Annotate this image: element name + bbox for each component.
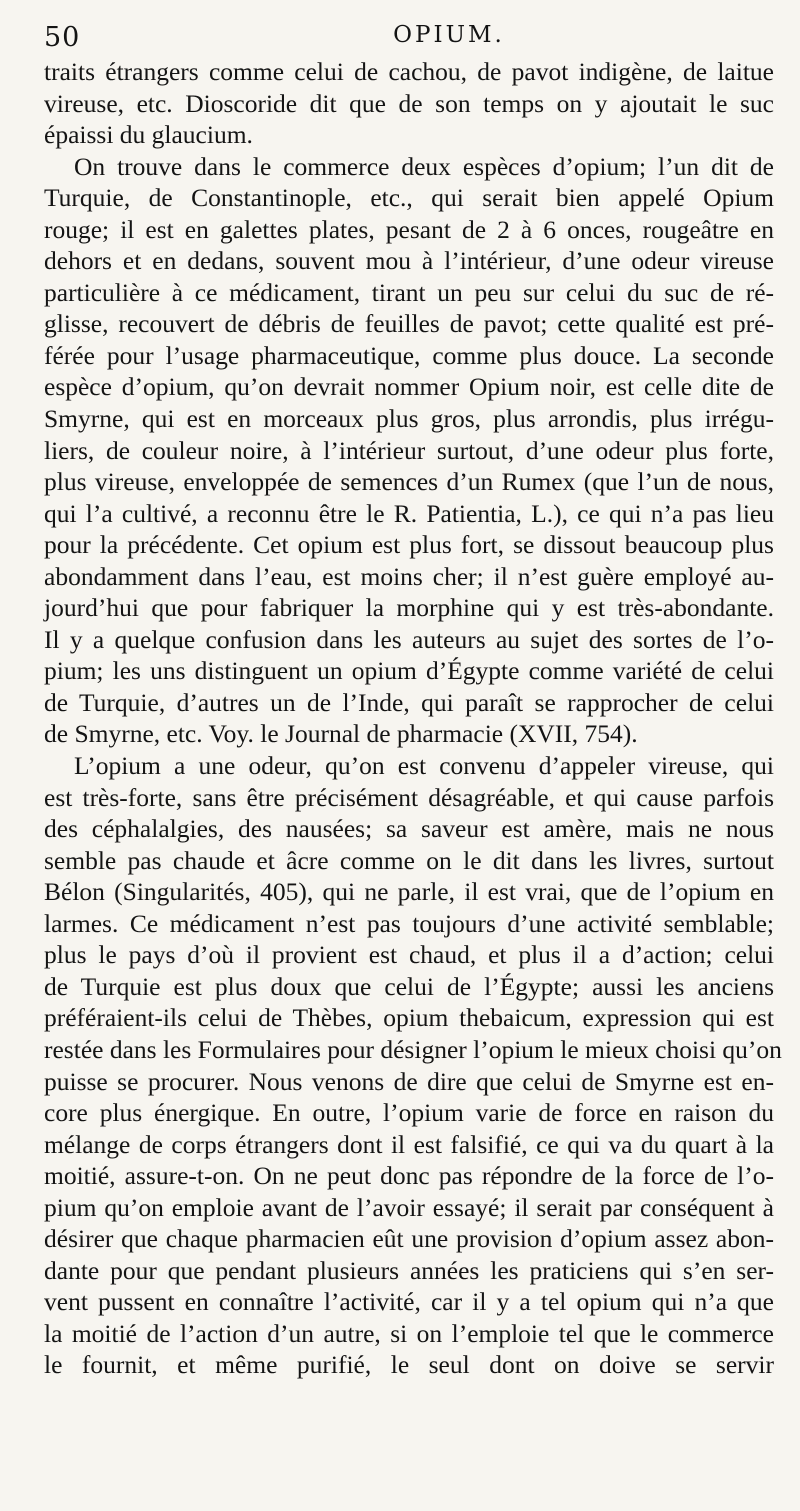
text-line: On trouve dans le commerce deux espèces d’opium; l’un dit de — [74, 151, 774, 181]
text-line: pium qu’on emploie avant de l’avoir essayé; il serait par conséquent à — [44, 1192, 774, 1222]
text-line: pium; les uns distinguent un opium d’Égypte comme variété de celui — [44, 656, 774, 686]
text-line: restée dans les Formulaires pour désigner l’opium le mieux choisi qu’on — [44, 1034, 782, 1064]
text-line: core plus énergique. En outre, l’opium varie de force en raison du — [44, 1098, 774, 1128]
text-line: liers, de couleur noire, à l’intérieur surtout, d’une odeur plus forte, — [44, 435, 774, 465]
text-line: rouge; il est en galettes plates, pesant de 2 à 6 onces, rougeâtre en — [44, 214, 774, 244]
text-line: qui l’a cultivé, a reconnu être le R. Patientia, L.), ce qui n’a pas lieu — [44, 498, 774, 528]
text-line: pour la précédente. Cet opium est plus fort, se dissout beaucoup plus — [44, 530, 774, 560]
page-header — [44, 0, 774, 56]
blank-page-bottom — [60, 1330, 740, 1450]
text-line: Smyrne, qui est en morceaux plus gros, plus arrondis, plus irrégu- — [44, 404, 774, 434]
text-line: de Smyrne, etc. Voy. le Journal de pharmacie (XVII, 754). — [44, 719, 638, 749]
text-line: désirer que chaque pharmacien eût une provision d’opium assez abon- — [44, 1224, 774, 1254]
text-line: dante pour que pendant plusieurs années les praticiens qui s’en ser- — [44, 1255, 774, 1285]
text-line: espèce d’opium, qu’on devrait nommer Opium noir, est celle dite de — [44, 372, 774, 402]
paragraph-2 — [44, 151, 774, 750]
text-line: traits étrangers comme celui de cachou, de pavot indigène, de laitue — [44, 57, 774, 86]
text-line: le fournit, et même purifié, le seul dont on doive se servir — [44, 1350, 774, 1380]
text-line: de Turquie, d’autres un de l’Inde, qui paraît se rapprocher de celui — [44, 687, 774, 717]
text-line: de Turquie est plus doux que celui de l’Égypte; aussi les anciens — [44, 971, 774, 1001]
text-line: L’opium a une odeur, qu’on est convenu d’appeler vireuse, qui — [74, 751, 774, 781]
text-line: la moitié de l’action d’un autre, si on l’emploie tel que le commerce — [44, 1318, 774, 1348]
text-line: moitié, assure-t-on. On ne peut donc pas répondre de la force de l’o- — [44, 1161, 774, 1191]
text-line: dehors et en dedans, souvent mou à l’intérieur, d’une odeur vireuse — [44, 246, 774, 276]
body-text — [44, 56, 782, 1381]
text-line: Turquie, de Constantinople, etc., qui serait bien appelé Opium — [44, 183, 774, 213]
page-number: 50 — [44, 22, 81, 53]
paragraph-1 — [44, 56, 774, 151]
text-line: plus le pays d’où il provient est chaud, et plus il a d’action; celui — [44, 940, 774, 970]
text-line: glisse, recouvert de débris de feuilles de pavot; cette qualité est pré- — [44, 309, 774, 339]
text-line: férée pour l’usage pharmaceutique, comme plus douce. La seconde — [44, 340, 774, 370]
text-line: puisse se procurer. Nous venons de dire que celui de Smyrne est en- — [44, 1066, 774, 1096]
text-line: larmes. Ce médicament n’est pas toujours d’une activité semblable; — [44, 908, 774, 938]
paragraph-3 — [44, 750, 782, 1381]
text-line: jourd’hui que pour fabriquer la morphine qui y est très-abondante. — [44, 593, 774, 623]
text-line: semble pas chaude et âcre comme on le dit dans les livres, surtout — [44, 845, 774, 875]
text-line: est très-forte, sans être précisément désagréable, et qui cause parfois — [44, 782, 774, 812]
text-line: des céphalalgies, des nausées; sa saveur est amère, mais ne nous — [44, 814, 774, 844]
text-line: Il y a quelque confusion dans les auteurs au sujet des sortes de l’o- — [44, 624, 774, 654]
running-title: OPIUM. — [393, 22, 505, 48]
text-line: vireuse, etc. Dioscoride dit que de son temps on y ajoutait le suc — [44, 88, 774, 118]
text-line: épaissi du glaucium. — [44, 120, 253, 150]
text-line: vent pussent en connaître l’activité, car il y a tel opium qui n’a que — [44, 1287, 774, 1317]
text-line: plus vireuse, enveloppée de semences d’un Rumex (que l’un de nous, — [44, 467, 774, 497]
text-line: Bélon (Singularités, 405), qui ne parle, il est vrai, que de l’opium en — [44, 877, 774, 907]
text-line: particulière à ce médicament, tirant un peu sur celui du suc de ré- — [44, 277, 774, 307]
text-line: mélange de corps étrangers dont il est falsifié, ce qui va du quart à la — [44, 1129, 774, 1159]
text-line: préféraient-ils celui de Thèbes, opium thebaicum, expression qui est — [44, 1003, 774, 1033]
text-line: abondamment dans l’eau, est moins cher; il n’est guère employé au- — [44, 561, 774, 591]
